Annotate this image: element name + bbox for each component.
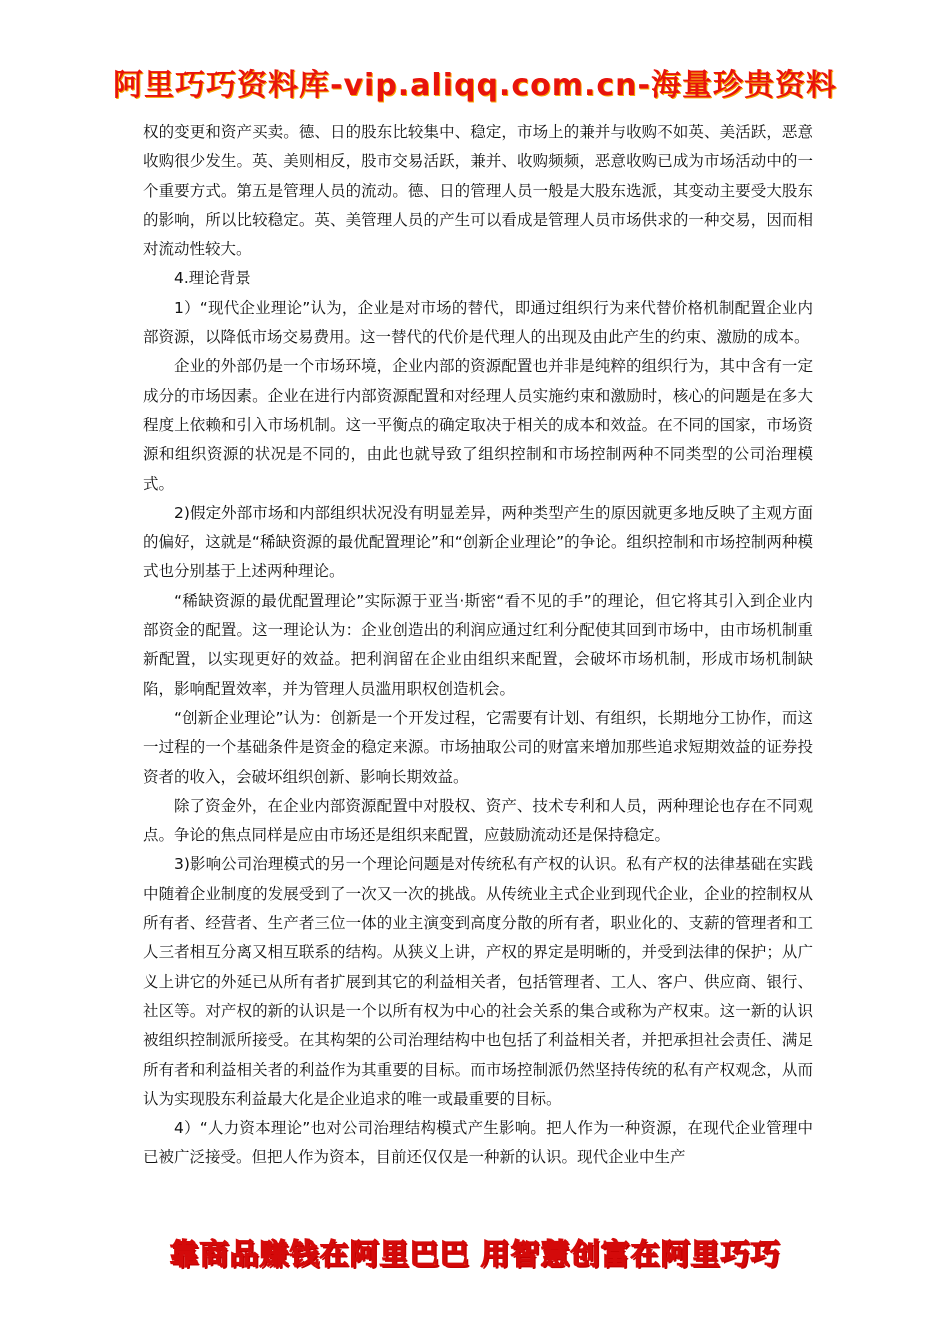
footer-banner: 靠商品赚钱在阿里巴巴 用智慧创富在阿里巧巧	[169, 1237, 781, 1271]
paragraph: “创新企业理论”认为：创新是一个开发过程，它需要有计划、有组织，长期地分工协作，而这一过程的一个基础条件是资金的稳定来源。市场抽取公司的财富来增加那些追求短期效益的证券投资者的收入，会破坏组织创新、影响长期效益。	[143, 708, 813, 786]
paragraph: “稀缺资源的最优配置理论”实际源于亚当·斯密“看不见的手”的理论，但它将其引入到企业内部资金的配置。这一理论认为：企业创造出的利润应通过红利分配使其回到市场中，由市场机制重新配置，以实现更好的效益。把利润留在企业由组织来配置，会破坏市场机制，形成市场机制缺陷，影响配置效率，并为管理人员滥用职权创造机会。	[143, 591, 813, 698]
section-heading: 4.理论背景	[174, 269, 251, 288]
header-banner: 阿里巧巧资料库-vip.aliqq.com.cn-海量珍贵资料	[113, 68, 837, 103]
paragraph: 除了资金外，在企业内部资源配置中对股权、资产、技术专利和人员，两种理论也存在不同观点。争论的焦点同样是应由市场还是组织来配置，应鼓励流动还是保持稳定。	[143, 796, 813, 845]
paragraph: 3)影响公司治理模式的另一个理论问题是对传统私有产权的认识。私有产权的法律基础在实践中随着企业制度的发展受到了一次又一次的挑战。从传统业主式企业到现代企业，企业的控制权从所有者、经营者、生产者三位一体的业主演变到高度分散的所有者，职业化的、支薪的管理者和工人三者相互分离又相互联系的结构。从狭义上讲，产权的界定是明晰的，并受到法律的保护；从广义上讲它的外延已从所有者扩展到其它的利益相关者，包括管理者、工人、客户、供应商、银行、社区等。对产权的新的认识是一个以所有权为中心的社会关系的集合或称为产权束。这一新的认识被组织控制派所接受。在其构架的公司治理结构中也包括了利益相关者，并把承担社会责任、满足所有者和利益相关者的利益作为其重要的目标。而市场控制派仍然坚持传统的私有产权观念，从而认为实现股东利益最大化是企业追求的唯一或最重要的目标。	[143, 855, 813, 1108]
document-body	[143, 118, 813, 1173]
paragraph: 1）“现代企业理论”认为，企业是对市场的替代，即通过组织行为来代替价格机制配置企业内部资源，以降低市场交易费用。这一替代的代价是代理人的出现及由此产生的约束、激励的成本。	[143, 298, 813, 347]
paragraph: 权的变更和资产买卖。德、日的股东比较集中、稳定，市场上的兼并与收购不如英、美活跃，恶意收购很少发生。英、美则相反，股市交易活跃，兼并、收购频频，恶意收购已成为市场活动中的一个重要方式。第五是管理人员的流动。德、日的管理人员一般是大股东选派，其变动主要受大股东的影响，所以比较稳定。英、美管理人员的产生可以看成是管理人员市场供求的一种交易，因而相对流动性较大。	[143, 123, 813, 259]
paragraph: 2)假定外部市场和内部组织状况没有明显差异，两种类型产生的原因就更多地反映了主观方面的偏好，这就是“稀缺资源的最优配置理论”和“创新企业理论”的争论。组织控制和市场控制两种模式也分别基于上述两种理论。	[143, 503, 813, 581]
paragraph: 企业的外部仍是一个市场环境，企业内部的资源配置也并非是纯粹的组织行为，其中含有一定成分的市场因素。企业在进行内部资源配置和对经理人员实施约束和激励时，核心的问题是在多大程度上依赖和引入市场机制。这一平衡点的确定取决于相关的成本和效益。在不同的国家，市场资源和组织资源的状况是不同的，由此也就导致了组织控制和市场控制两种不同类型的公司治理模式。	[143, 357, 813, 493]
paragraph: 4）“人力资本理论”也对公司治理结构模式产生影响。把人作为一种资源，在现代企业管理中已被广泛接受。但把人作为资本，目前还仅仅是一种新的认识。现代企业中生产	[143, 1119, 813, 1167]
